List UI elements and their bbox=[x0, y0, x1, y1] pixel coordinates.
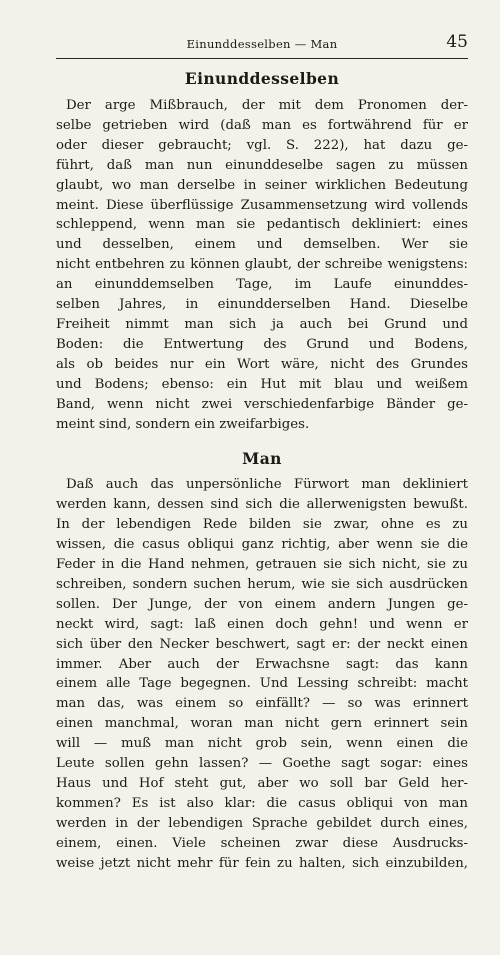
text-line: meint. Diese überflüssige Zusammensetzung wird vollends bbox=[56, 197, 468, 213]
section-paragraph bbox=[56, 96, 468, 434]
book-page bbox=[56, 30, 468, 874]
text-line: als ob beides nur ein Wort wäre, nicht des Grundes bbox=[56, 356, 468, 372]
text-line: neckt wird, sagt: laß einen doch gehn! und wenn er bbox=[56, 616, 468, 632]
text-line: und desselben, einem und demselben. Wer sie bbox=[56, 237, 468, 253]
text-line: Freiheit nimmt man sich ja auch bei Grund und bbox=[56, 316, 468, 332]
running-title: Einunddesselben — Man bbox=[186, 37, 338, 51]
text-line: meint sind, sondern ein zweifarbiges. bbox=[56, 416, 310, 432]
text-line: will — muß man nicht grob sein, wenn einen die bbox=[56, 736, 468, 752]
text-line: werden in der lebendigen Sprache gebildet durch eines, bbox=[56, 815, 468, 831]
text-line: und Bodens; ebenso: ein Hut mit blau und weißem bbox=[56, 376, 468, 392]
text-line: kommen? Es ist also klar: die casus obliqui von man bbox=[56, 795, 468, 811]
text-line: Feder in die Hand nehmen, getrauen sie sich nicht, sie zu bbox=[56, 557, 468, 573]
page-number: 45 bbox=[446, 32, 468, 52]
section-paragraph bbox=[56, 475, 468, 873]
text-line: Haus und Hof steht gut, aber wo soll bar Geld her- bbox=[56, 776, 468, 791]
running-head bbox=[56, 30, 468, 59]
text-line: sollen. Der Junge, der von einem andern Jungen ge- bbox=[56, 596, 468, 612]
text-line: weise jetzt nicht mehr für fein zu halten, sich einzubilden, bbox=[56, 855, 468, 871]
text-line: nicht entbehren zu können glaubt, der schreibe wenigstens: bbox=[56, 257, 468, 273]
text-line: man das, was einem so einfällt? — so was erinnert bbox=[56, 696, 468, 712]
text-line: Boden: die Entwertung des Grund und Bodens, bbox=[56, 336, 468, 352]
text-line: einem, einen. Viele scheinen zwar diese Ausdrucks- bbox=[56, 835, 468, 851]
text-line: oder dieser gebraucht; vgl. S. 222), hat dazu ge- bbox=[56, 137, 468, 153]
text-line: Daß auch das unpersönliche Fürwort man dekliniert bbox=[66, 477, 468, 493]
text-line: schleppend, wenn man sie pedantisch dekliniert: eines bbox=[56, 217, 468, 233]
text-line: werden kann, dessen sind sich die allerwenigsten bewußt. bbox=[56, 497, 468, 513]
text-line: an einunddemselben Tage, im Laufe einunddes- bbox=[56, 277, 468, 293]
text-line: selbe getrieben wird (daß man es fortwährend für er bbox=[56, 117, 468, 133]
text-line: sich über den Necker beschwert, sagt er: der neckt einen bbox=[56, 636, 468, 652]
section-heading: Man bbox=[242, 449, 282, 469]
text-line: glaubt, wo man derselbe in seiner wirklichen Bedeutung bbox=[56, 177, 468, 193]
text-line: Der arge Mißbrauch, der mit dem Pronomen der- bbox=[66, 98, 468, 113]
text-line: einen manchmal, woran man nicht gern erinnert sein bbox=[56, 716, 468, 732]
text-line: In der lebendigen Rede bilden sie zwar, ohne es zu bbox=[56, 517, 468, 533]
text-line: Band, wenn nicht zwei verschiedenfarbige Bänder ge- bbox=[56, 396, 468, 412]
text-line: schreiben, sondern suchen herum, wie sie sich ausdrücken bbox=[56, 576, 468, 592]
text-line: Leute sollen gehn lassen? — Goethe sagt sogar: eines bbox=[56, 756, 468, 772]
text-line: wissen, die casus obliqui ganz richtig, aber wenn sie die bbox=[56, 537, 468, 553]
text-line: führt, daß man nun einunddeselbe sagen zu müssen bbox=[56, 157, 468, 173]
text-line: einem alle Tage begegnen. Und Lessing schreibt: macht bbox=[56, 676, 468, 692]
text-line: immer. Aber auch der Erwachsne sagt: das kann bbox=[56, 656, 468, 672]
section-heading: Einunddesselben bbox=[184, 69, 340, 88]
text-line: selben Jahres, in einundderselben Hand. Dieselbe bbox=[56, 297, 468, 313]
